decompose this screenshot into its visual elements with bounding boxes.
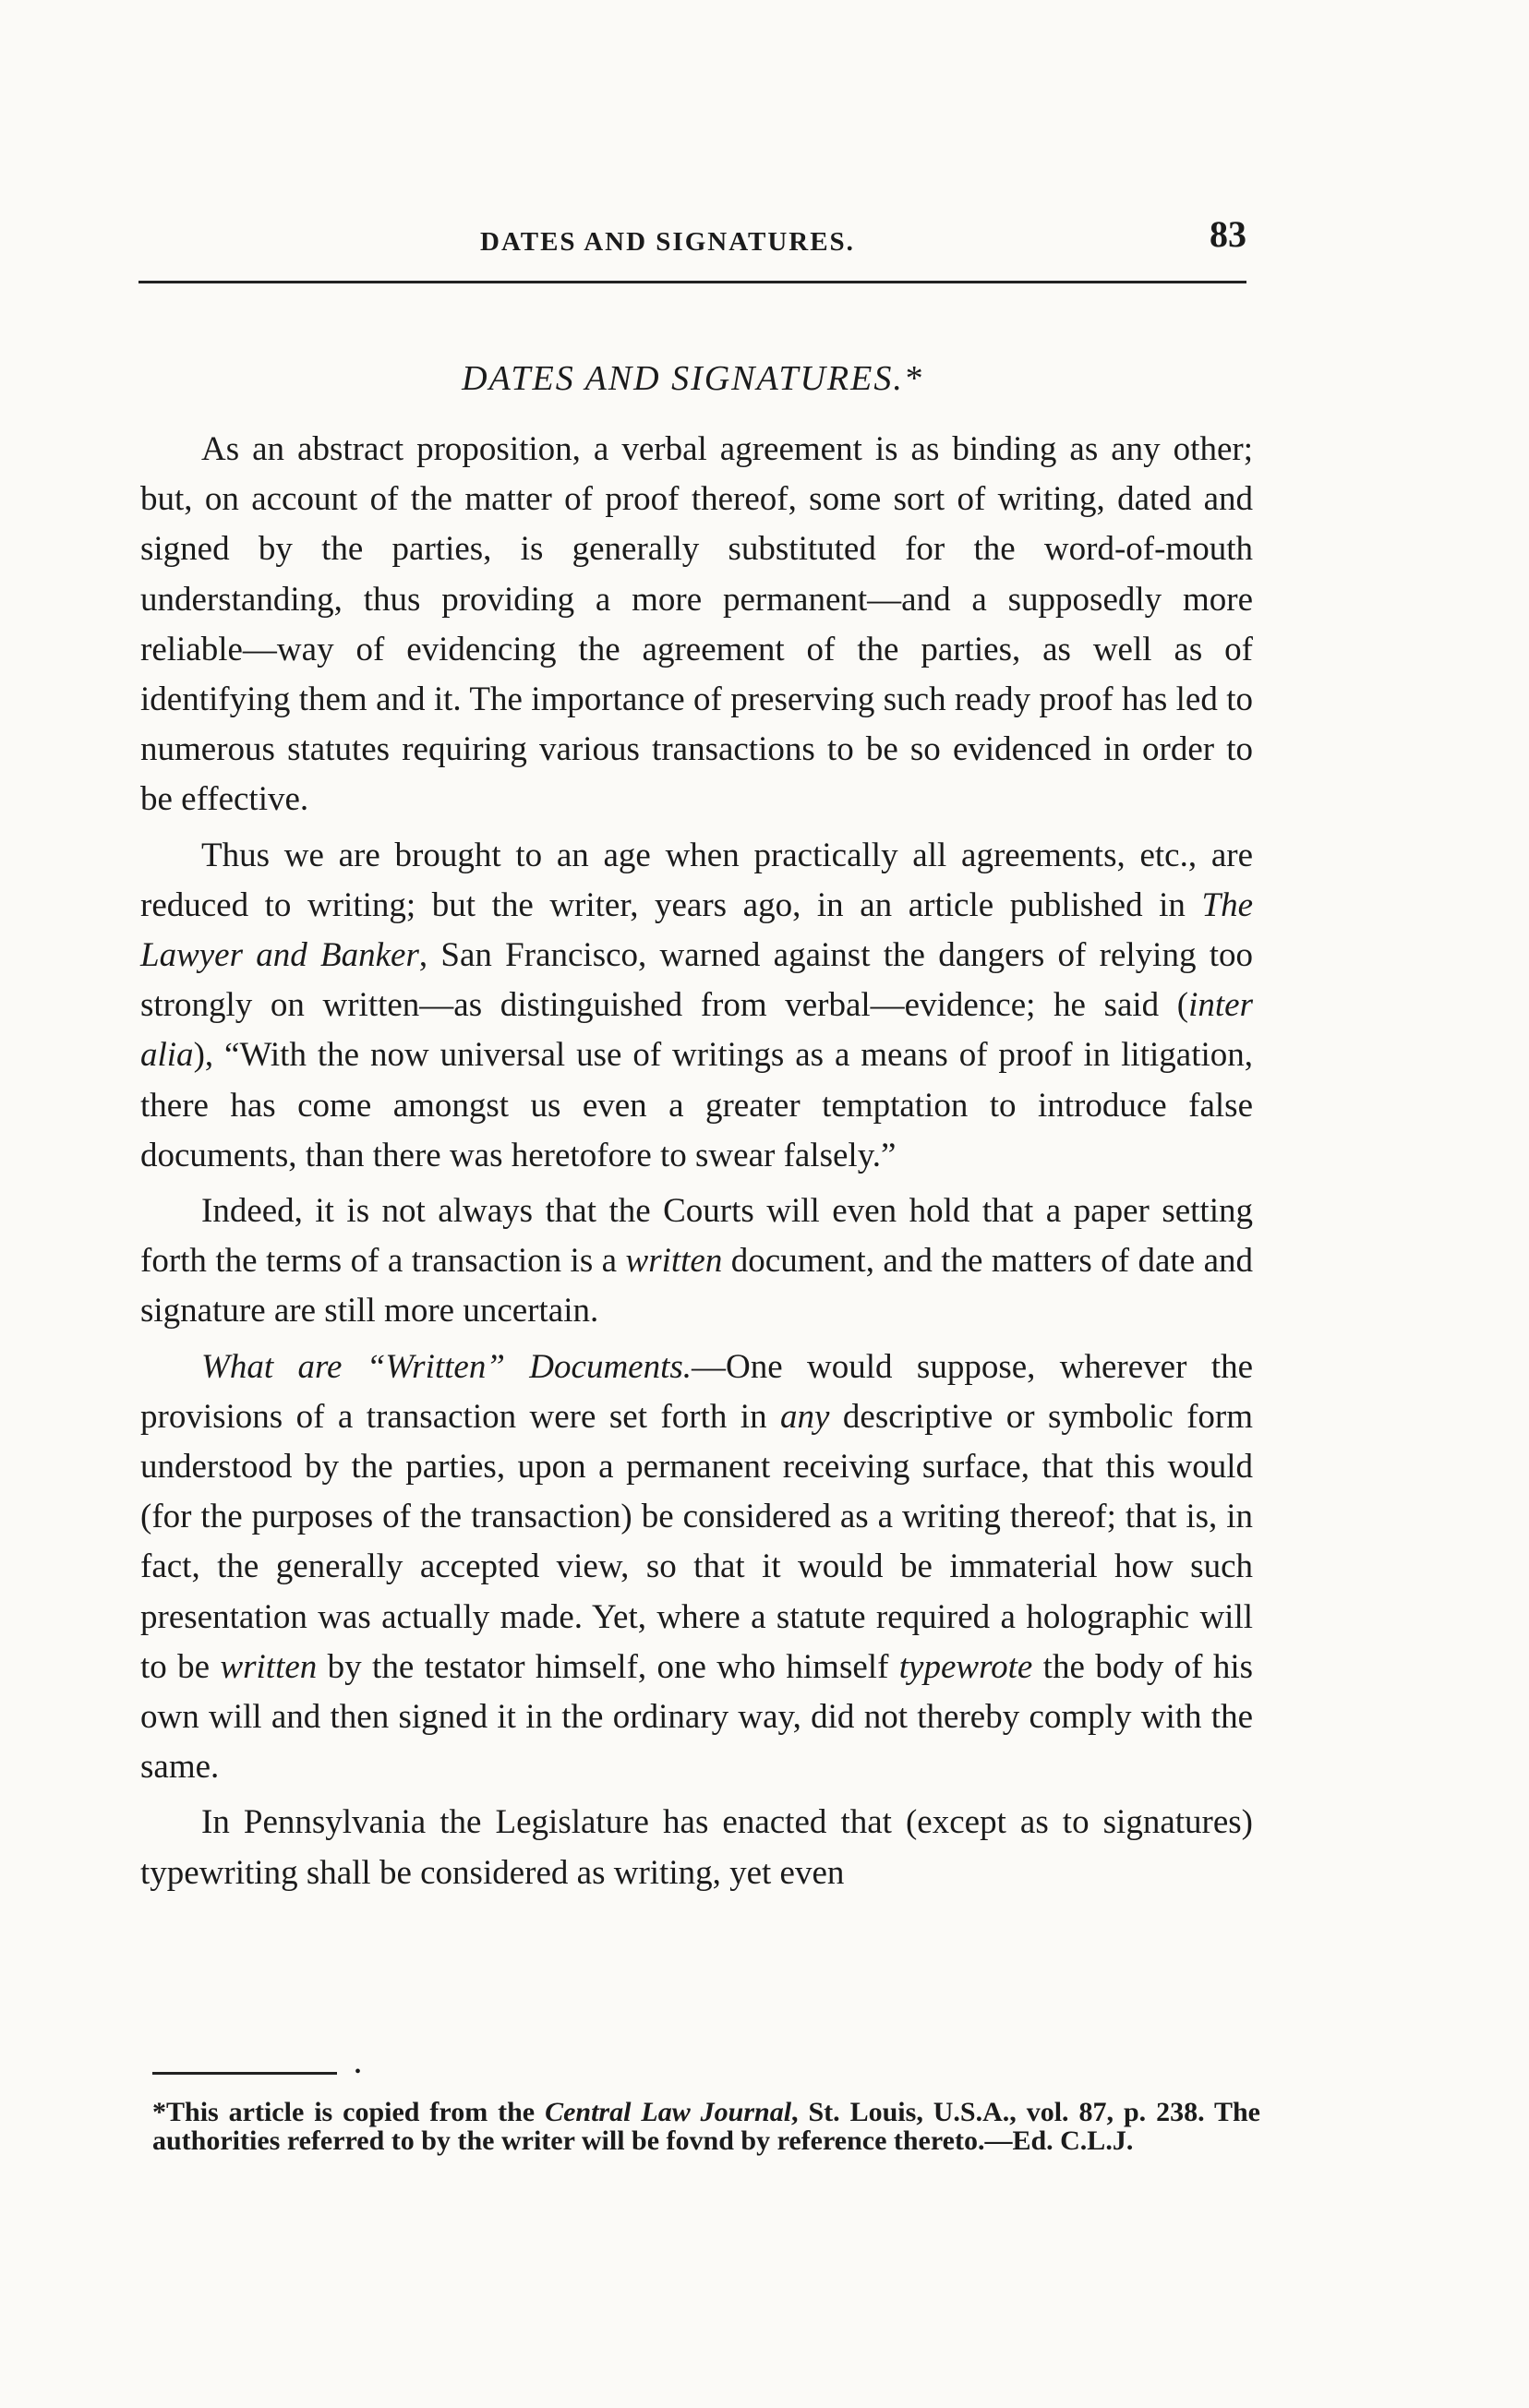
italic-text: inter alia [140,986,1253,1075]
text-run: , San Francisco, warned against the dangers of relying too strongly on written—as distinguished from verbal—evidence; he said ( [140,936,1253,1025]
text-run: by the testator himself, one who himself [317,1647,899,1686]
paragraph-3 [140,1186,1253,1337]
text-run: Indeed, it is not always that the Courts will even hold that a paper setting forth the terms of a transaction is a [140,1192,1253,1281]
paragraph-2 [140,831,1253,1181]
paragraph-5 [140,1798,1253,1897]
paragraph-4 [140,1342,1253,1793]
italic-text: any [780,1397,830,1436]
running-title: DATES AND SIGNATURES. [480,227,855,257]
text-run: *This article is copied from the [152,2097,546,2127]
footnote-rule-dot: • [355,2062,362,2082]
italic-text: What are “Written” Documents. [201,1347,692,1386]
page-number: 83 [1210,213,1246,255]
header-rule [138,281,1246,283]
text-run: descriptive or symbolic form understood by the parties, upon a permanent receiving surface, that this would (for the purposes of the transaction) be considered as a writing thereof; that is, in fact, the generally accepted view, so that it would be immaterial how such presentation was actually made. Yet, where a statute required a holographic will to be [140,1397,1253,1686]
italic-text: written [625,1242,723,1281]
italic-text: The Lawyer and Banker [140,885,1253,975]
italic-text: Central Law Journal [545,2097,792,2127]
text-run: ), “With the now universal use of writings as a means of proof in litigation, there has come amongst us even a greater temptation to introduce false documents, than there was heretofore to swear falsely.” [140,1036,1253,1174]
running-head [138,211,1246,266]
footnote-text [152,2098,1260,2155]
text-run: , St. Louis, U.S.A., vol. 87, p. 238. The authorities referred to by the writer will be fovnd by reference thereto.—Ed. C.L.J. [152,2097,1260,2156]
footnote-rule [152,2072,337,2075]
text-run: the body of his own will and then signed it in the ordinary way, did not thereby comply with the same. [140,1647,1253,1787]
italic-text: written [220,1647,318,1686]
text-run: Thus we are brought to an age when practically all agreements, etc., are reduced to writing; but the writer, years ago, in an article published in [140,836,1253,924]
footnote [152,2098,1260,2155]
text-run: document, and the matters of date and signature are still more uncertain. [140,1242,1253,1330]
text-run: As an abstract proposition, a verbal agreement is as binding as any other; but, on account of the matter of proof thereof, some sort of writing, dated and signed by the parties, is generally substituted for the word-of-mouth understanding, thus providing a more permanent—and a supposedly more reliable—way of evidencing the agreement of the parties, as well as of identifying them and it. The importance of preserving such ready proof has led to numerous statutes requiring various transactions to be so evidenced in order to be effective. [140,430,1253,819]
text-run: —One would suppose, wherever the provisions of a transaction were set forth in [140,1347,1253,1436]
article-title: DATES AND SIGNATURES.* [462,359,923,398]
article-body [140,425,1253,1904]
text-run: In Pennsylvania the Legislature has enacted that (except as to signatures) typewriting shall be considered as writing, yet even [140,1803,1253,1892]
paragraph-1 [140,425,1253,825]
italic-text: typewrote [898,1647,1033,1686]
